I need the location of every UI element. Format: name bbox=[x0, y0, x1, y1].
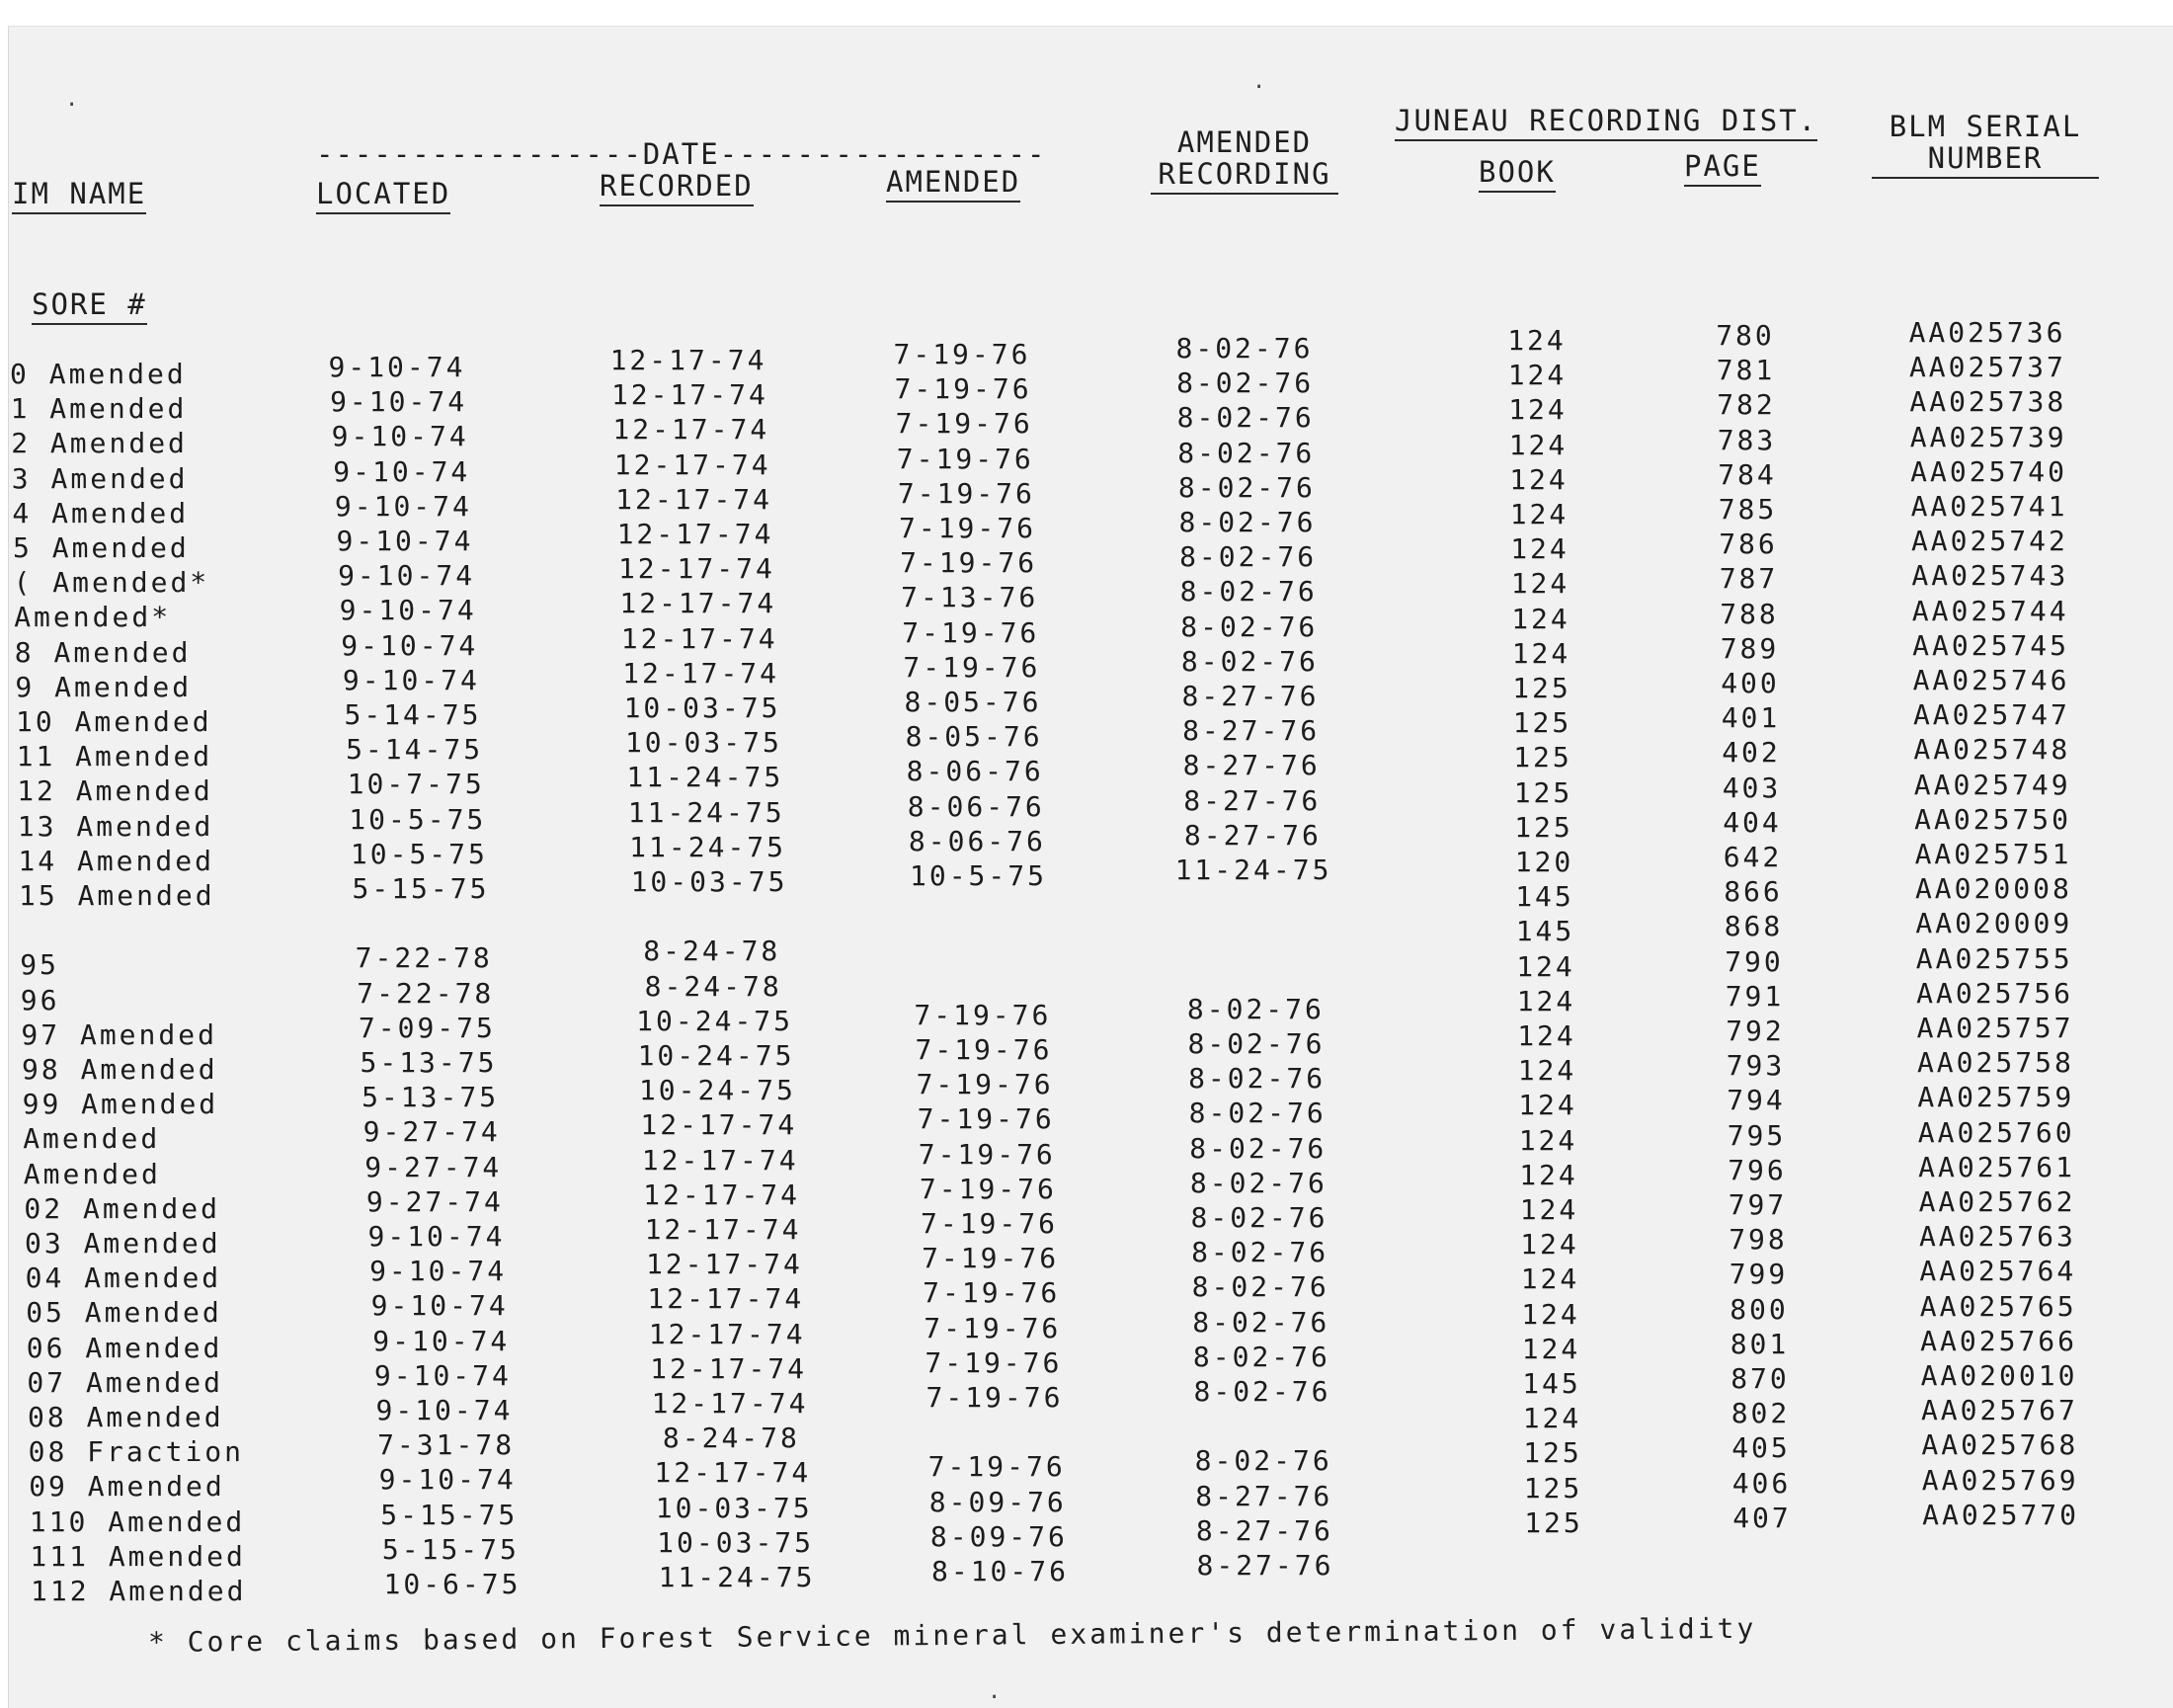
cell-recorded: 11-24-75 bbox=[626, 761, 784, 794]
cell-amended-recording: 8-27-76 bbox=[1195, 1479, 1333, 1512]
cell-located: 9-10-74 bbox=[375, 1394, 514, 1426]
cell-name: 15 Amended bbox=[19, 879, 215, 912]
cell-amended: 7-19-76 bbox=[915, 1033, 1053, 1066]
cell-name: 97 Amended bbox=[21, 1017, 217, 1051]
cell-book: 124 bbox=[1508, 428, 1569, 461]
cell-recorded: 12-17-74 bbox=[609, 344, 767, 376]
cell-name: 07 Amended bbox=[27, 1365, 223, 1399]
cell-book: 125 bbox=[1513, 741, 1572, 774]
cell-located: 9-10-74 bbox=[341, 628, 479, 662]
cell-recorded: 10-24-75 bbox=[637, 1039, 795, 1072]
cell-book: 124 bbox=[1507, 359, 1568, 392]
cell-amended: 7-19-76 bbox=[893, 338, 1031, 370]
cell-located: 9-10-74 bbox=[336, 525, 474, 557]
cell-book: 124 bbox=[1520, 1228, 1579, 1261]
cell-page: 794 bbox=[1727, 1084, 1786, 1117]
page-mark: . bbox=[988, 1679, 1002, 1704]
cell-blm: AA025762 bbox=[1918, 1185, 2076, 1218]
cell-amended-recording: 8-27-76 bbox=[1181, 680, 1320, 712]
cell-page: 782 bbox=[1717, 388, 1776, 422]
cell-book: 124 bbox=[1511, 636, 1571, 670]
cell-name: Amended* bbox=[14, 601, 172, 634]
cell-page: 791 bbox=[1725, 979, 1785, 1013]
cell-recorded: 12-17-74 bbox=[617, 552, 775, 586]
cell-blm: AA025737 bbox=[1908, 351, 2066, 384]
cell-page: 402 bbox=[1722, 736, 1781, 770]
cell-recorded: 10-24-75 bbox=[636, 1004, 794, 1037]
cell-book: 124 bbox=[1507, 324, 1567, 357]
page-mark: . bbox=[65, 87, 79, 112]
cell-located: 5-14-75 bbox=[346, 733, 484, 767]
cell-page: 801 bbox=[1730, 1327, 1790, 1360]
cell-recorded: 8-24-78 bbox=[662, 1422, 800, 1455]
cell-book: 124 bbox=[1521, 1297, 1580, 1331]
cell-page: 400 bbox=[1721, 667, 1780, 699]
cell-amended-recording: 8-02-76 bbox=[1179, 575, 1318, 609]
cell-book: 145 bbox=[1522, 1367, 1581, 1400]
cell-blm: AA025761 bbox=[1918, 1150, 2076, 1183]
cell-blm: AA025743 bbox=[1911, 559, 2069, 593]
cell-amended: 7-19-76 bbox=[919, 1172, 1057, 1205]
cell-amended: 8-06-76 bbox=[907, 789, 1045, 823]
cell-blm: AA025742 bbox=[1910, 525, 2068, 558]
cell-amended-recording: 8-02-76 bbox=[1189, 1131, 1328, 1165]
cell-page: 642 bbox=[1723, 841, 1783, 873]
cell-located: 9-10-74 bbox=[334, 489, 472, 523]
cell-name: 110 Amended bbox=[29, 1505, 246, 1538]
cell-book: 145 bbox=[1515, 915, 1575, 948]
cell-book: 124 bbox=[1519, 1193, 1579, 1226]
cell-located: 9-27-74 bbox=[364, 1150, 503, 1183]
cell-amended-recording: 8-02-76 bbox=[1175, 332, 1314, 365]
cell-amended-recording: 8-02-76 bbox=[1179, 540, 1318, 574]
cell-amended-recording: 8-02-76 bbox=[1177, 470, 1316, 504]
header-blm-serial-line2: NUMBER bbox=[1872, 142, 2099, 179]
cell-page: 405 bbox=[1731, 1431, 1791, 1465]
cell-located: 9-27-74 bbox=[365, 1184, 504, 1218]
cell-located: 9-10-74 bbox=[339, 594, 477, 627]
cell-recorded: 10-03-75 bbox=[624, 726, 782, 760]
cell-amended: 7-19-76 bbox=[900, 546, 1038, 580]
cell-amended: 7-19-76 bbox=[927, 1450, 1066, 1484]
cell-book: 124 bbox=[1518, 1089, 1577, 1122]
cell-amended: 7-19-76 bbox=[923, 1276, 1061, 1310]
cell-blm: AA025759 bbox=[1917, 1081, 2075, 1114]
cell-located: 9-10-74 bbox=[342, 663, 480, 696]
cell-name: 11 Amended bbox=[16, 740, 213, 773]
cell-amended: 8-10-76 bbox=[930, 1555, 1069, 1587]
cell-page: 800 bbox=[1730, 1292, 1789, 1326]
cell-name: 0 Amended bbox=[10, 358, 187, 390]
cell-located: 10-7-75 bbox=[347, 768, 485, 801]
cell-recorded: 12-17-74 bbox=[613, 447, 771, 481]
cell-amended: 7-19-76 bbox=[914, 998, 1052, 1031]
cell-blm: AA025758 bbox=[1916, 1046, 2074, 1080]
cell-located: 9-10-74 bbox=[333, 454, 471, 488]
cell-blm: AA020009 bbox=[1915, 907, 2073, 940]
cell-book: 124 bbox=[1521, 1332, 1581, 1365]
cell-blm: AA025740 bbox=[1910, 454, 2068, 488]
cell-name: 95 bbox=[20, 948, 59, 982]
cell-page: 788 bbox=[1720, 597, 1779, 630]
cell-page: 403 bbox=[1722, 771, 1782, 804]
cell-page: 868 bbox=[1724, 910, 1784, 943]
cell-amended-recording: 8-27-76 bbox=[1195, 1513, 1333, 1547]
cell-recorded: 12-17-74 bbox=[651, 1387, 809, 1420]
cell-amended-recording: 8-02-76 bbox=[1192, 1305, 1330, 1339]
cell-page: 793 bbox=[1726, 1049, 1786, 1083]
cell-book: 124 bbox=[1519, 1158, 1578, 1191]
cell-page: 789 bbox=[1720, 631, 1780, 665]
cell-book: 125 bbox=[1512, 706, 1572, 740]
cell-page: 798 bbox=[1729, 1223, 1788, 1257]
cell-blm: AA025767 bbox=[1920, 1394, 2078, 1427]
cell-blm: AA025764 bbox=[1919, 1255, 2077, 1288]
cell-blm: AA025738 bbox=[1909, 385, 2067, 419]
cell-name: Amended bbox=[23, 1157, 161, 1190]
cell-blm: AA025745 bbox=[1912, 628, 2070, 662]
cell-amended-recording: 8-02-76 bbox=[1180, 610, 1319, 643]
cell-book: 124 bbox=[1508, 393, 1568, 427]
cell-blm: AA025744 bbox=[1911, 594, 2069, 627]
cell-recorded: 12-17-74 bbox=[643, 1178, 801, 1211]
cell-name: 10 Amended bbox=[16, 705, 212, 738]
cell-book: 124 bbox=[1510, 567, 1570, 601]
cell-located: 5-15-75 bbox=[380, 1498, 519, 1531]
cell-amended: 7-19-76 bbox=[926, 1381, 1064, 1414]
cell-amended-recording: 8-02-76 bbox=[1190, 1201, 1328, 1234]
cell-blm: AA020008 bbox=[1914, 872, 2072, 906]
cell-located: 9-10-74 bbox=[367, 1220, 506, 1253]
header-sore: SORE # bbox=[32, 288, 147, 325]
cell-amended: 8-06-76 bbox=[908, 824, 1046, 857]
cell-amended-recording: 8-02-76 bbox=[1186, 992, 1325, 1025]
cell-recorded: 12-17-74 bbox=[641, 1143, 799, 1177]
cell-book: 125 bbox=[1524, 1505, 1583, 1539]
cell-recorded: 11-24-75 bbox=[627, 795, 785, 829]
cell-book: 120 bbox=[1514, 846, 1574, 878]
cell-located: 7-22-78 bbox=[355, 941, 493, 975]
cell-blm: AA025747 bbox=[1912, 698, 2070, 732]
cell-page: 784 bbox=[1718, 457, 1777, 491]
cell-book: 125 bbox=[1523, 1471, 1583, 1505]
cell-blm: AA025746 bbox=[1912, 664, 2070, 696]
cell-recorded: 10-03-75 bbox=[655, 1491, 813, 1524]
cell-amended-recording: 8-02-76 bbox=[1178, 506, 1317, 538]
cell-recorded: 10-24-75 bbox=[638, 1074, 796, 1107]
cell-located: 9-10-74 bbox=[369, 1255, 508, 1288]
cell-blm: AA025741 bbox=[1910, 490, 2068, 523]
cell-name: 3 Amended bbox=[11, 461, 189, 495]
cell-amended: 7-19-76 bbox=[920, 1207, 1058, 1240]
cell-name: 1 Amended bbox=[10, 392, 188, 426]
cell-located: 9-10-74 bbox=[373, 1358, 512, 1392]
cell-recorded: 12-17-74 bbox=[616, 518, 774, 550]
cell-recorded: 12-17-74 bbox=[647, 1282, 805, 1316]
cell-blm: AA025768 bbox=[1921, 1428, 2079, 1462]
cell-recorded: 12-17-74 bbox=[640, 1108, 798, 1142]
cell-recorded: 10-03-75 bbox=[657, 1525, 815, 1559]
cell-amended: 8-09-76 bbox=[929, 1519, 1068, 1553]
cell-blm: AA025751 bbox=[1914, 838, 2072, 870]
cell-name: 98 Amended bbox=[22, 1053, 218, 1086]
cell-located: 10-6-75 bbox=[383, 1568, 522, 1600]
cell-amended: 7-19-76 bbox=[918, 1137, 1056, 1171]
cell-located: 5-14-75 bbox=[344, 698, 482, 731]
cell-amended: 7-19-76 bbox=[895, 407, 1033, 441]
cell-amended-recording: 8-27-76 bbox=[1183, 783, 1322, 817]
cell-name: 2 Amended bbox=[11, 427, 188, 460]
cell-amended: 7-19-76 bbox=[924, 1311, 1062, 1344]
cell-name: 14 Amended bbox=[18, 844, 214, 877]
cell-name: 96 bbox=[20, 983, 60, 1017]
cell-name: 03 Amended bbox=[25, 1227, 221, 1260]
cell-recorded: 12-17-74 bbox=[620, 621, 778, 655]
cell-name: 09 Amended bbox=[29, 1470, 225, 1504]
cell-name: 04 Amended bbox=[25, 1261, 222, 1295]
cell-amended: 7-19-76 bbox=[896, 442, 1034, 475]
cell-amended: 7-19-76 bbox=[897, 476, 1035, 510]
cell-name: 5 Amended bbox=[13, 531, 190, 564]
cell-blm: AA025757 bbox=[1916, 1012, 2074, 1044]
cell-page: 781 bbox=[1716, 354, 1776, 387]
cell-located: 5-15-75 bbox=[352, 872, 490, 905]
cell-recorded: 12-17-74 bbox=[644, 1213, 802, 1246]
cell-located: 9-10-74 bbox=[378, 1463, 517, 1497]
cell-located: 7-22-78 bbox=[357, 976, 495, 1010]
cell-amended-recording: 8-02-76 bbox=[1189, 1166, 1328, 1199]
cell-name: 08 Amended bbox=[28, 1401, 224, 1433]
cell-book: 124 bbox=[1520, 1262, 1580, 1296]
cell-located: 9-10-74 bbox=[330, 385, 468, 419]
cell-located: 9-10-74 bbox=[370, 1289, 509, 1323]
cell-name: Amended bbox=[23, 1122, 161, 1156]
cell-blm: AA025770 bbox=[1922, 1498, 2080, 1531]
cell-located: 9-10-74 bbox=[331, 420, 469, 453]
cell-page: 866 bbox=[1724, 875, 1783, 909]
cell-blm: AA025760 bbox=[1917, 1115, 2075, 1149]
cell-name: 12 Amended bbox=[17, 774, 213, 808]
cell-book: 124 bbox=[1517, 1054, 1577, 1088]
cell-amended: 10-5-75 bbox=[909, 859, 1047, 892]
cell-recorded: 11-24-75 bbox=[658, 1561, 816, 1593]
cell-amended-recording: 8-02-76 bbox=[1191, 1270, 1329, 1304]
cell-amended-recording: 8-02-76 bbox=[1188, 1097, 1327, 1130]
cell-page: 787 bbox=[1719, 562, 1779, 596]
cell-amended-recording: 8-02-76 bbox=[1191, 1236, 1329, 1269]
cell-recorded: 11-24-75 bbox=[629, 830, 787, 863]
cell-name: 02 Amended bbox=[24, 1191, 220, 1225]
cell-located: 7-31-78 bbox=[377, 1428, 516, 1462]
cell-amended: 7-19-76 bbox=[903, 650, 1041, 684]
cell-recorded: 10-03-75 bbox=[623, 691, 781, 724]
cell-amended: 8-05-76 bbox=[904, 686, 1042, 718]
cell-located: 10-5-75 bbox=[349, 802, 487, 836]
header-page: PAGE bbox=[1684, 150, 1761, 187]
cell-book: 125 bbox=[1514, 810, 1573, 844]
cell-page: 783 bbox=[1717, 423, 1777, 456]
cell-recorded: 12-17-74 bbox=[615, 482, 773, 516]
cell-recorded: 12-17-74 bbox=[645, 1248, 803, 1281]
cell-amended: 7-19-76 bbox=[916, 1068, 1054, 1101]
cell-amended: 7-19-76 bbox=[898, 512, 1036, 544]
cell-amended-recording: 8-27-76 bbox=[1182, 749, 1321, 782]
cell-blm: AA025748 bbox=[1913, 733, 2071, 767]
cell-amended: 7-19-76 bbox=[925, 1345, 1063, 1379]
header-located: LOCATED bbox=[316, 178, 450, 214]
cell-amended: 8-05-76 bbox=[905, 720, 1043, 754]
cell-amended: 7-19-76 bbox=[894, 372, 1032, 406]
cell-amended: 7-19-76 bbox=[902, 615, 1040, 649]
cell-amended-recording: 8-02-76 bbox=[1194, 1444, 1332, 1478]
cell-name: 8 Amended bbox=[14, 635, 192, 669]
header-blm-serial-line1: BLM SERIAL bbox=[1889, 110, 2082, 143]
cell-recorded: 8-24-78 bbox=[644, 969, 782, 1003]
cell-located: 9-10-74 bbox=[328, 351, 466, 383]
cell-blm: AA020010 bbox=[1920, 1359, 2078, 1392]
cell-amended: 7-19-76 bbox=[917, 1102, 1055, 1136]
cell-page: 870 bbox=[1730, 1362, 1790, 1395]
page-mark: . bbox=[1252, 69, 1266, 94]
cell-book: 124 bbox=[1509, 462, 1569, 496]
cell-page: 780 bbox=[1716, 319, 1775, 352]
cell-name: 9 Amended bbox=[15, 670, 193, 703]
cell-recorded: 10-03-75 bbox=[630, 865, 788, 898]
cell-amended-recording: 8-02-76 bbox=[1177, 436, 1316, 469]
cell-located: 5-13-75 bbox=[362, 1081, 500, 1114]
cell-located: 5-13-75 bbox=[360, 1046, 498, 1079]
cell-blm: AA025749 bbox=[1913, 768, 2071, 801]
cell-amended-recording: 8-02-76 bbox=[1176, 401, 1315, 435]
cell-located: 9-10-74 bbox=[372, 1324, 511, 1357]
cell-amended-recording: 8-02-76 bbox=[1176, 366, 1315, 400]
cell-book: 124 bbox=[1516, 984, 1576, 1017]
cell-amended-recording: 8-02-76 bbox=[1180, 644, 1319, 678]
cell-page: 785 bbox=[1718, 493, 1778, 526]
cell-book: 145 bbox=[1515, 880, 1574, 914]
header-recorded: RECORDED bbox=[600, 170, 754, 206]
cell-book: 124 bbox=[1517, 1019, 1576, 1052]
cell-located: 7-09-75 bbox=[358, 1011, 496, 1044]
cell-blm: AA025736 bbox=[1908, 316, 2066, 349]
cell-book: 124 bbox=[1516, 949, 1575, 983]
cell-book: 125 bbox=[1523, 1436, 1582, 1470]
cell-recorded: 12-17-74 bbox=[654, 1456, 812, 1490]
cell-blm: AA025766 bbox=[1920, 1324, 2078, 1357]
cell-name: 05 Amended bbox=[26, 1296, 222, 1330]
cell-name: 06 Amended bbox=[26, 1331, 223, 1364]
cell-blm: AA025739 bbox=[1909, 420, 2067, 453]
cell-name: 99 Amended bbox=[22, 1088, 219, 1121]
cell-amended-recording: 8-02-76 bbox=[1187, 1027, 1326, 1060]
cell-name: 13 Amended bbox=[17, 809, 214, 843]
cell-located: 10-5-75 bbox=[350, 837, 488, 870]
cell-page: 799 bbox=[1729, 1258, 1789, 1291]
cell-amended-recording: 8-27-76 bbox=[1183, 818, 1322, 852]
cell-recorded: 12-17-74 bbox=[612, 413, 770, 447]
cell-blm: AA025765 bbox=[1919, 1289, 2077, 1323]
cell-recorded: 12-17-74 bbox=[650, 1351, 808, 1385]
cell-amended: 7-19-76 bbox=[922, 1242, 1060, 1275]
cell-amended: 7-13-76 bbox=[901, 581, 1039, 614]
cell-blm: AA025769 bbox=[1921, 1463, 2079, 1497]
cell-blm: AA025755 bbox=[1915, 941, 2073, 975]
cell-book: 125 bbox=[1512, 672, 1571, 704]
cell-page: 404 bbox=[1723, 805, 1782, 839]
header-book: BOOK bbox=[1479, 156, 1556, 193]
cell-recorded: 12-17-74 bbox=[619, 587, 777, 620]
cell-blm: AA025756 bbox=[1916, 976, 2074, 1010]
header-amended-recording-line2: RECORDING bbox=[1151, 158, 1338, 195]
cell-amended-recording: 8-02-76 bbox=[1193, 1375, 1331, 1408]
header-amended-recording-line1: AMENDED bbox=[1176, 125, 1313, 159]
cell-book: 124 bbox=[1510, 532, 1569, 566]
cell-amended: 8-06-76 bbox=[906, 755, 1044, 788]
cell-page: 406 bbox=[1731, 1466, 1792, 1500]
cell-book: 124 bbox=[1511, 602, 1570, 635]
cell-page: 790 bbox=[1725, 944, 1784, 978]
cell-amended-recording: 8-27-76 bbox=[1196, 1549, 1334, 1582]
cell-amended: 8-09-76 bbox=[928, 1485, 1067, 1518]
header-date-group: -----------------DATE----------------- bbox=[316, 137, 1047, 171]
cell-recorded: 12-17-74 bbox=[648, 1317, 806, 1350]
cell-page: 786 bbox=[1719, 528, 1778, 561]
cell-page: 796 bbox=[1728, 1153, 1787, 1186]
cell-name: 08 Fraction bbox=[28, 1435, 245, 1469]
cell-book: 124 bbox=[1522, 1402, 1582, 1435]
cell-amended-recording: 11-24-75 bbox=[1174, 854, 1332, 886]
cell-book: 125 bbox=[1513, 775, 1573, 809]
cell-page: 795 bbox=[1727, 1118, 1787, 1152]
cell-page: 797 bbox=[1728, 1188, 1788, 1221]
header-claim-name: IM NAME bbox=[12, 178, 146, 214]
cell-recorded: 12-17-74 bbox=[622, 656, 780, 690]
cell-blm: AA025750 bbox=[1914, 802, 2072, 836]
cell-book: 124 bbox=[1518, 1123, 1578, 1157]
cell-blm: AA025763 bbox=[1918, 1220, 2076, 1254]
cell-page: 407 bbox=[1732, 1501, 1792, 1534]
cell-located: 5-15-75 bbox=[381, 1532, 520, 1566]
cell-amended-recording: 8-02-76 bbox=[1192, 1340, 1330, 1373]
cell-name: 4 Amended bbox=[12, 496, 190, 529]
header-amended: AMENDED bbox=[886, 166, 1020, 203]
cell-page: 802 bbox=[1730, 1397, 1791, 1430]
cell-book: 124 bbox=[1509, 498, 1569, 530]
cell-recorded: 12-17-74 bbox=[610, 378, 768, 412]
header-juneau-recording-dist: JUNEAU RECORDING DIST. bbox=[1395, 105, 1817, 141]
cell-name: ( Amended* bbox=[13, 566, 210, 600]
footnote: * Core claims based on Forest Service mineral examiner's determination of validity bbox=[147, 1611, 1757, 1659]
cell-recorded: 8-24-78 bbox=[643, 935, 781, 968]
cell-page: 792 bbox=[1726, 1015, 1785, 1047]
cell-amended-recording: 8-27-76 bbox=[1182, 714, 1321, 748]
cell-name: 112 Amended bbox=[31, 1575, 247, 1607]
cell-page: 401 bbox=[1721, 701, 1781, 735]
cell-amended-recording: 8-02-76 bbox=[1188, 1062, 1327, 1096]
cell-located: 9-27-74 bbox=[362, 1115, 501, 1149]
cell-name: 111 Amended bbox=[30, 1539, 246, 1573]
cell-located: 9-10-74 bbox=[338, 559, 476, 593]
